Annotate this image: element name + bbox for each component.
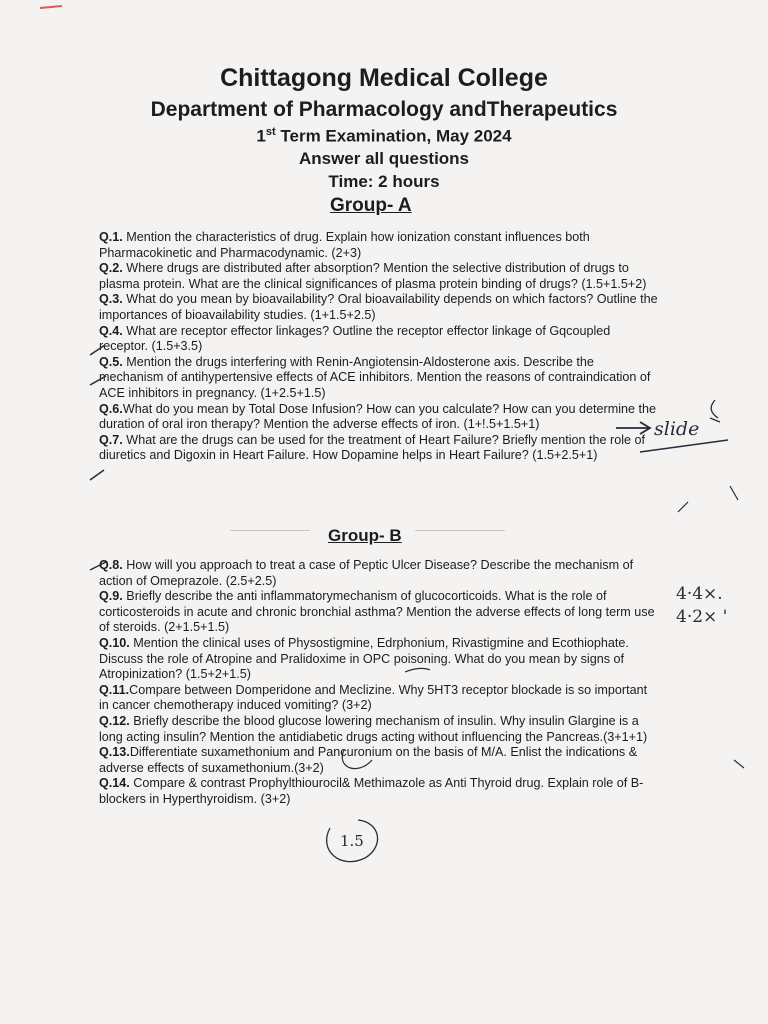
question-text: Compare & contrast Prophylthiourocil& Methimazole as Anti Thyroid drug. Explain role of B- blockers in Hyperthyroidism. (3+2) (99, 776, 644, 806)
question (99, 402, 659, 433)
question-text: Differentiate suxamethonium and Pancuronium on the basis of M/A. Enlist the indications & adverse effects of suxamethonium.(3+2) (99, 745, 638, 775)
handwritten-circled-note: 1.5 (340, 832, 364, 850)
college-name: Chittagong Medical College (220, 64, 548, 92)
question-number: Q.4. (99, 323, 123, 338)
group-a-title: Group- A (330, 195, 412, 216)
question (99, 636, 659, 683)
question-number: Q.11. (99, 682, 130, 697)
dash-mark (678, 486, 744, 768)
question (99, 261, 659, 292)
question (99, 714, 659, 745)
question (99, 589, 659, 636)
handwritten-margin-note: 4·4×. (676, 584, 723, 604)
divider (230, 530, 310, 531)
department-name: Department of Pharmacology andTherapeutics (150, 98, 618, 121)
question-text: Where drugs are distributed after absorption? Mention the selective distribution of drugs to plasma protein. What are the clinical significances of plasma protein binding of drugs? (1.5+1.5+2) (99, 261, 647, 291)
question-number: Q.10. (99, 635, 130, 650)
question (99, 433, 659, 464)
exam-term (0, 126, 768, 147)
term-rest: Term Examination, May 2024 (275, 126, 512, 146)
question (99, 292, 659, 323)
question-number: Q.3. (99, 292, 123, 307)
question-text: What are receptor effector linkages? Outline the receptor effector linkage of Gqcoupled receptor. (1.5+3.5) (99, 323, 611, 354)
question-number: Q.8. (99, 558, 123, 572)
question-number: Q.7. (99, 432, 123, 447)
group-a-questions (99, 230, 659, 464)
question-number: Q.12. (99, 713, 130, 728)
question (99, 558, 659, 589)
term-ordinal-suffix: st (265, 126, 276, 138)
question-number: Q.1. (99, 230, 123, 244)
question (99, 230, 659, 261)
exam-time: Time: 2 hours (328, 172, 440, 191)
question (99, 683, 659, 714)
question-number: Q.5. (99, 354, 123, 369)
question (99, 745, 659, 776)
question-text: What are the drugs can be used for the treatment of Heart Failure? Briefly mention the role of diuretics and Digoxin in Heart Failure. How Dopamine helps in Heart Failure? (1.5+2.5+1) (99, 432, 646, 463)
question-number: Q.13. (99, 745, 130, 760)
handwritten-slide-note: slide (654, 418, 700, 440)
handwritten-margin-note: 4·2× ' (676, 607, 728, 627)
question-text: How will you approach to treat a case of Peptic Ulcer Disease? Describe the mechanism of action of Omeprazole. (2.5+2.5) (99, 558, 634, 588)
question-number: Q.6. (99, 401, 123, 416)
question-number: Q.9. (99, 589, 123, 604)
question (99, 776, 659, 807)
question-text: Mention the characteristics of drug. Explain how ionization constant influences both Pharmacokinetic and Pharmacodynamic. (2+3) (99, 230, 590, 260)
question-text: Mention the clinical uses of Physostigmine, Edrphonium, Rivastigmine and Ecothiophate. Discuss the role of Atropine and Pralidoxime in OPC poisoning. What do you mean by signs of Atropinization? (1.5+2+1.5) (99, 635, 629, 682)
question-text: Briefly describe the anti inflammatorymechanism of glucocorticoids. What is the role of corticosteroids in acute and chronic bronchial asthma? Mention the adverse effects of long term use of steroids. (2+1.5+1.5) (99, 589, 655, 635)
question-text: Briefly describe the blood glucose lowering mechanism of insulin. Why insulin Glargine is a long acting insulin? Mention the antidiabetic drugs acting without influencing the Pancreas.(3+1+1) (99, 713, 648, 744)
question-text: What do you mean by bioavailability? Oral bioavailability depends on which factors? Outline the importances of bioavailability studies. (1+1.5+2.5) (99, 292, 658, 322)
question-text: What do you mean by Total Dose Infusion? How can you calculate? How can you determine the duration of oral iron therapy? Mention the adverse effects of iron. (1+!.5+1.5+1) (99, 401, 657, 432)
instruction: Answer all questions (298, 149, 470, 168)
group-b-title: Group- B (328, 526, 402, 545)
question-text: Mention the drugs interfering with Renin-Angiotensin-Aldosterone axis. Describe the mechanism of antihypertensive effects of ACE inhibitors. Mention the reasons of contraindication of ACE inhibitors in pregnancy. (1+2.5+1.5) (99, 354, 651, 400)
scribble-mark (710, 400, 720, 422)
group-b-questions (99, 558, 659, 808)
question-text: Compare between Domperidone and Meclizine. Why 5HT3 receptor blockade is so important in cancer chemotherapy induced vomiting? (3+2) (99, 682, 648, 713)
term-ordinal: 1 (256, 126, 266, 146)
question-number: Q.2. (99, 261, 123, 276)
question (99, 324, 659, 355)
red-margin-mark (40, 6, 62, 8)
divider (415, 530, 505, 531)
question (99, 355, 659, 402)
question-number: Q.14. (99, 776, 130, 791)
